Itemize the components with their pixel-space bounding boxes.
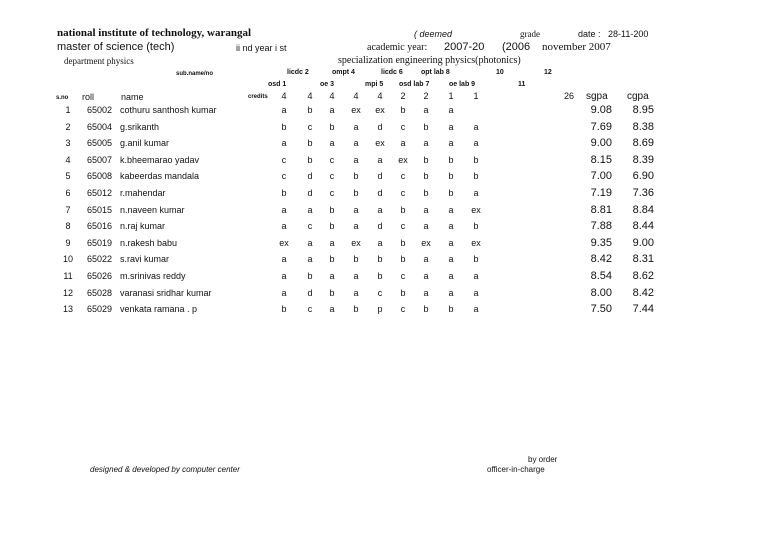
grade-cell: a: [448, 221, 454, 232]
grade-cell: a: [281, 204, 287, 215]
sgpa-value: 7.00: [590, 170, 612, 183]
grade-cell: a: [448, 105, 454, 115]
grade-cell: ex: [351, 237, 361, 248]
grade-cell: c: [307, 221, 313, 232]
student-name: g.srikanth: [120, 121, 160, 132]
grade-cell: a: [307, 254, 313, 265]
grade-cell: c: [307, 121, 313, 132]
serial-number: 13: [62, 304, 74, 315]
grade-cell: a: [473, 188, 479, 198]
grade-cell: ex: [471, 204, 481, 215]
grade-cell: a: [448, 271, 454, 281]
grade-cell: a: [329, 138, 335, 149]
grade-cell: a: [353, 154, 359, 165]
serial-number: 3: [65, 138, 71, 149]
table-row: [0, 139, 768, 153]
grade-cell: c: [329, 154, 335, 165]
column-sno: s.no: [56, 95, 69, 101]
sgpa-value: 8.42: [590, 253, 612, 266]
cgpa-value: 8.42: [632, 286, 654, 299]
grade-cell: a: [377, 237, 383, 248]
grade-cell: b: [423, 121, 429, 132]
table-row: [0, 272, 768, 286]
grade-cell: c: [281, 171, 287, 182]
grade-cell: a: [281, 221, 287, 232]
grade-cell: ex: [279, 237, 289, 248]
grade-cell: c: [400, 188, 406, 198]
sgpa-value: 8.81: [590, 203, 612, 216]
column-roll: roll: [82, 92, 95, 102]
table-row: [0, 286, 768, 303]
designed-by-note: designed & developed by computer center: [90, 465, 240, 474]
sgpa-value: 8.15: [590, 153, 612, 166]
grade-cell: p: [377, 304, 383, 315]
grade-cell: b: [400, 105, 406, 115]
grade-cell: a: [329, 105, 335, 115]
specialization: specialization engineering physics(photonics): [338, 55, 521, 66]
grade-cell: b: [307, 154, 313, 165]
institute-title: national institute of technology, warangal: [57, 27, 252, 39]
grade-cell: b: [329, 254, 335, 265]
grade-cell: b: [353, 254, 359, 265]
grade-cell: b: [423, 304, 429, 315]
grade-cell: a: [281, 271, 287, 281]
grade-cell: a: [281, 105, 287, 115]
serial-number: 5: [65, 171, 71, 182]
grade-cell: b: [281, 188, 287, 198]
cgpa-value: 7.44: [632, 303, 654, 316]
grade-cell: b: [473, 154, 479, 165]
grade-cell: a: [473, 287, 479, 298]
cgpa-value: 8.38: [632, 120, 654, 133]
subject-label: sub.name/no: [176, 71, 214, 77]
student-name: varanasi sridhar kumar: [120, 287, 212, 298]
roll-number: 65015: [87, 204, 113, 215]
grade-cell: b: [281, 121, 287, 132]
student-name: cothuru santhosh kumar: [120, 105, 217, 115]
grade-cell: b: [377, 271, 383, 281]
serial-number: 11: [63, 271, 73, 281]
sgpa-value: 7.88: [590, 220, 612, 233]
student-name: m.srinivas reddy: [120, 271, 186, 281]
officer-in-charge: officer-in-charge: [487, 465, 545, 474]
grade-cell: b: [400, 254, 406, 265]
grade-cell: ex: [375, 138, 385, 149]
table-row: [0, 222, 768, 236]
session-open: (2006: [502, 41, 531, 53]
table-row: [0, 255, 768, 269]
subject-credit: 4: [281, 91, 287, 101]
subject-code: oe lab 9: [449, 81, 476, 88]
grade-cell: a: [281, 287, 287, 298]
grade-cell: a: [400, 138, 406, 149]
subject-credit: 2: [423, 91, 429, 101]
serial-number: 2: [65, 121, 71, 132]
grade-cell: b: [448, 154, 454, 165]
grade-cell: a: [423, 287, 429, 298]
grade-cell: b: [307, 271, 313, 281]
grade-cell: a: [473, 138, 479, 149]
table-row: [0, 203, 768, 220]
grade-cell: b: [329, 221, 335, 232]
subject-code: mpi 5: [365, 81, 384, 88]
subject-code: licdc 6: [381, 69, 403, 76]
grade-cell: c: [400, 304, 406, 315]
grade-cell: b: [307, 138, 313, 149]
grade-cell: b: [281, 304, 287, 315]
grade-cell: a: [377, 154, 383, 165]
academic-year-label: academic year:: [367, 42, 428, 53]
grade-cell: b: [448, 304, 454, 315]
grade-cell: a: [353, 204, 359, 215]
grade-cell: b: [353, 304, 359, 315]
student-name: n.rakesh babu: [120, 237, 178, 248]
grade-cell: c: [307, 304, 313, 315]
student-name: r.mahendar: [120, 188, 166, 198]
subject-code: oe 3: [320, 81, 335, 88]
subject-credit: 1: [473, 91, 479, 101]
grade-cell: d: [377, 171, 383, 182]
grade-cell: a: [329, 304, 335, 315]
grade-cell: ex: [351, 105, 361, 115]
roll-number: 65008: [87, 171, 113, 182]
grade-cell: b: [329, 287, 335, 298]
subject-credit: 4: [377, 91, 383, 101]
grade-cell: b: [448, 188, 454, 198]
serial-number: 1: [65, 105, 71, 115]
grade-cell: a: [281, 138, 287, 149]
grade-cell: a: [423, 204, 429, 215]
cgpa-value: 8.44: [632, 220, 654, 233]
grade-cell: b: [473, 254, 479, 265]
serial-number: 6: [65, 188, 71, 198]
academic-year-value: 2007-20: [444, 41, 485, 53]
grade-cell: b: [473, 171, 479, 182]
subject-credit: 2: [400, 91, 406, 101]
serial-number: 4: [65, 154, 71, 165]
roll-number: 65012: [87, 188, 113, 198]
grade-cell: ex: [471, 237, 481, 248]
grade-cell: b: [423, 154, 429, 165]
grade-cell: b: [329, 121, 335, 132]
grade-cell: b: [307, 105, 313, 115]
grade-cell: a: [473, 121, 479, 132]
grade-label: grade: [520, 29, 540, 39]
grade-cell: c: [329, 171, 335, 182]
grade-cell: a: [448, 121, 454, 132]
grade-cell: a: [448, 287, 454, 298]
grade-cell: ex: [375, 105, 385, 115]
subject-code: 11: [518, 81, 526, 88]
table-row: [0, 106, 768, 120]
cgpa-value: 8.31: [632, 253, 654, 266]
student-name: g.anil kumar: [120, 138, 170, 149]
roll-number: 65029: [87, 304, 113, 315]
grade-cell: c: [400, 171, 406, 182]
grade-cell: b: [473, 221, 479, 232]
grade-cell: a: [448, 138, 454, 149]
roll-number: 65019: [87, 237, 113, 248]
grade-cell: a: [423, 138, 429, 149]
serial-number: 12: [62, 287, 74, 298]
sgpa-value: 7.50: [590, 303, 612, 316]
grade-cell: a: [473, 304, 479, 315]
student-name: k.bheemarao yadav: [120, 154, 200, 165]
grade-cell: b: [448, 171, 454, 182]
grade-cell: a: [307, 204, 313, 215]
cgpa-value: 8.39: [632, 153, 654, 166]
table-row: [0, 172, 768, 186]
grade-cell: d: [377, 121, 383, 132]
programme-name: master of science (tech): [57, 41, 175, 53]
grade-cell: c: [329, 188, 335, 198]
sgpa-value: 9.08: [590, 104, 612, 116]
session-month: november 2007: [542, 41, 611, 53]
grade-cell: c: [400, 221, 406, 232]
serial-number: 7: [65, 204, 71, 215]
grade-cell: c: [281, 154, 287, 165]
cgpa-value: 7.36: [632, 187, 654, 199]
sgpa-value: 8.00: [590, 286, 612, 299]
roll-number: 65016: [87, 221, 113, 232]
subject-code: 12: [544, 69, 552, 76]
date-value: 28-11-200: [608, 29, 649, 39]
grade-cell: a: [353, 138, 359, 149]
deemed-label: ( deemed: [414, 29, 453, 39]
roll-number: 65028: [87, 287, 113, 298]
grade-cell: b: [400, 204, 406, 215]
grade-cell: a: [281, 254, 287, 265]
student-name: kabeerdas mandala: [120, 171, 200, 182]
grade-cell: d: [307, 171, 313, 182]
grade-cell: a: [448, 254, 454, 265]
department-name: department physics: [64, 56, 134, 66]
subject-credit: 4: [329, 91, 335, 101]
credits-label: credits: [248, 94, 268, 100]
grade-cell: a: [423, 254, 429, 265]
subject-code: osd lab 7: [399, 81, 430, 88]
grade-cell: ex: [398, 154, 408, 165]
grade-cell: b: [353, 188, 359, 198]
student-name: venkata ramana . p: [120, 304, 198, 315]
grade-cell: a: [353, 121, 359, 132]
grade-cell: a: [423, 105, 429, 115]
grade-cell: d: [307, 188, 313, 198]
serial-number: 9: [65, 237, 71, 248]
cgpa-value: 8.69: [632, 137, 654, 150]
grade-cell: b: [400, 287, 406, 298]
roll-number: 65002: [87, 105, 113, 115]
grade-cell: c: [400, 271, 406, 281]
roll-number: 65026: [87, 271, 113, 281]
grade-cell: a: [353, 271, 359, 281]
sgpa-value: 7.19: [590, 187, 612, 199]
roll-number: 65022: [87, 254, 113, 265]
grade-cell: ex: [421, 237, 431, 248]
student-name: n.raj kumar: [120, 221, 166, 232]
grade-cell: b: [377, 254, 383, 265]
student-name: n.naveen kumar: [120, 204, 185, 215]
grade-cell: a: [329, 237, 335, 248]
grade-cell: a: [353, 221, 359, 232]
table-row: [0, 120, 768, 137]
cgpa-value: 8.95: [632, 104, 654, 116]
grade-cell: a: [448, 237, 454, 248]
grade-cell: d: [377, 188, 383, 198]
grade-cell: c: [400, 121, 406, 132]
subject-code: ompt 4: [332, 69, 355, 76]
grade-cell: c: [377, 287, 383, 298]
roll-number: 65005: [87, 138, 113, 149]
grade-cell: d: [307, 287, 313, 298]
grade-cell: b: [423, 188, 429, 198]
by-order-note: by order: [528, 455, 558, 464]
sgpa-value: 8.54: [590, 270, 612, 282]
table-row: [0, 236, 768, 253]
grade-cell: b: [353, 171, 359, 182]
subject-code: 10: [496, 69, 504, 76]
grade-cell: a: [423, 221, 429, 232]
subject-credit: 4: [307, 91, 313, 101]
column-sgpa: sgpa: [586, 91, 608, 102]
subject-credit: 1: [448, 91, 454, 101]
grade-cell: a: [473, 271, 479, 281]
roll-number: 65007: [87, 154, 113, 165]
grade-cell: a: [448, 204, 454, 215]
grade-cell: b: [400, 237, 406, 248]
grade-cell: d: [377, 221, 383, 232]
sgpa-value: 9.35: [590, 236, 612, 249]
table-row: [0, 153, 768, 170]
subject-code: osd 1: [268, 81, 287, 88]
cgpa-value: 8.84: [632, 203, 654, 216]
cgpa-value: 6.90: [632, 170, 654, 183]
grade-cell: a: [353, 287, 359, 298]
subject-code: opt lab 8: [421, 69, 450, 76]
grade-cell: a: [423, 271, 429, 281]
roll-number: 65004: [87, 121, 113, 132]
credits-total: 26: [564, 91, 575, 101]
subject-credit: 4: [353, 91, 359, 101]
table-row: [0, 189, 768, 203]
year-of-study: ii nd year i st: [236, 43, 287, 53]
column-cgpa: cgpa: [627, 91, 649, 102]
sgpa-value: 9.00: [590, 137, 612, 150]
cgpa-value: 8.62: [632, 270, 654, 282]
grade-cell: a: [329, 271, 335, 281]
date-label: date :: [578, 29, 601, 39]
serial-number: 8: [65, 221, 71, 232]
grade-cell: a: [307, 237, 313, 248]
grade-cell: b: [423, 171, 429, 182]
grade-cell: a: [377, 204, 383, 215]
subject-code: licdc 2: [287, 69, 309, 76]
serial-number: 10: [62, 254, 74, 265]
table-row: [0, 305, 768, 319]
cgpa-value: 9.00: [632, 236, 654, 249]
column-name: name: [121, 92, 144, 102]
sgpa-value: 7.69: [590, 120, 612, 133]
student-name: s.ravi kumar: [120, 254, 170, 265]
grade-cell: b: [329, 204, 335, 215]
